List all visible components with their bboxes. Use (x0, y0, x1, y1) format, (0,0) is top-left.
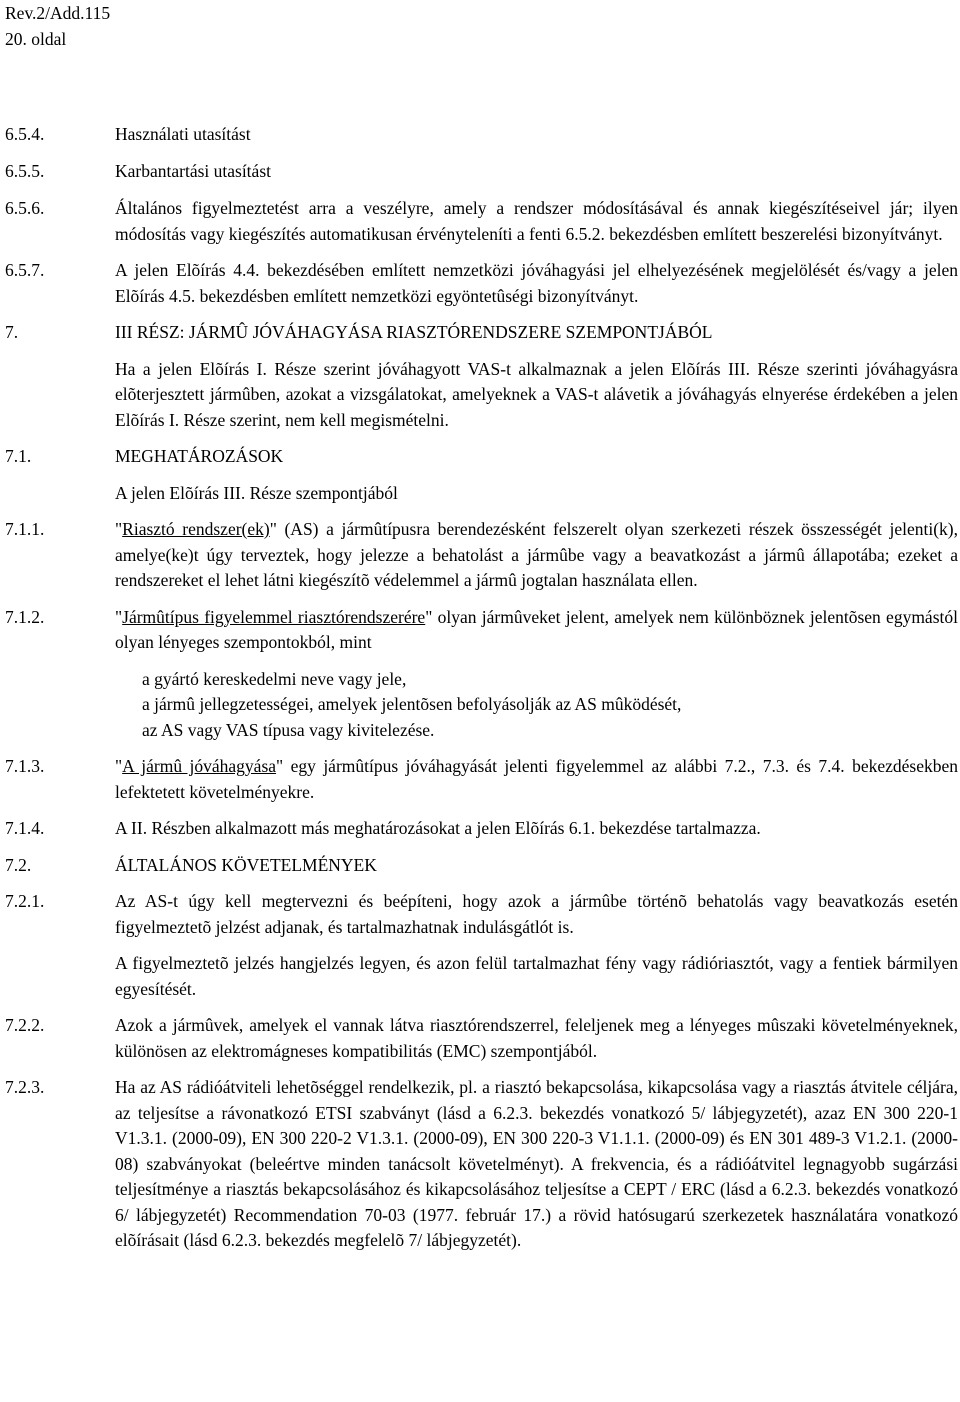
section-number: 7.1.2. (5, 606, 45, 627)
section-heading: III RÉSZ: JÁRMÛ JÓVÁHAGYÁSA RIASZTÓRENDSZERE SZEMPONTJÁBÓL (115, 322, 713, 342)
section-7-1-2 (0, 605, 960, 656)
section-number: 7.1. (5, 446, 32, 466)
list-item: a gyártó kereskedelmi neve vagy jele, (142, 668, 407, 689)
list-item: a jármû jellegzetességei, amelyek jelentõsen befolyásolják az AS mûködését, (142, 694, 682, 714)
definition-text (115, 605, 958, 656)
definition-body: " olyan jármûveket jelent, amelyek nem különböznek jelentõsen egymástól olyan lényeges szempontokból, mint (115, 606, 958, 652)
section-7-2 (0, 853, 960, 879)
quote-open: " (115, 519, 123, 539)
section-6-5-6 (0, 196, 960, 247)
section-number: 6.5.5. (5, 160, 45, 181)
section-text: Ha az AS rádióátviteli lehetõséggel rendelkezik, pl. a riasztó bekapcsolása, kikapcsolása vagy a riasztás átvitele céljára, az teljesítse a rávonatkozó ETSI szabványt (lásd a 6.2.3. bekezdés vonatkozó 5/ lábjegyzetét), azaz EN 300 220-1 V1.3.1. (2000-09), EN 300 220-2 V1.3.1. (2000-09), EN 300 220-3 V1.1.1. (2000-09) és EN 301 489-3 V1.2.1. (2000-08) szabványokat (beleértve minden tanácsolt követelményt). A frekvencia, és a rádióátvitel legnagyobb sugárzási teljesítménye a riasztás bekapcsolásához és kikapcsolásához teljesítse a CEPT / ERC (lásd a 6.2.3. bekezdés vonatkozó 6/ lábjegyzetét) Recommendation 70-03 (1977. február 17.) a rövid hatósugarú szerkezetek használatára vonatkozó elõírásait (lásd 6.2.3. bekezdés megfelelõ 7/ lábjegyzetét). (115, 1077, 958, 1250)
section-heading: ÁLTALÁNOS KÖVETELMÉNYEK (115, 854, 377, 875)
section-text: Azok a jármûvek, amelyek el vannak látva riasztórendszerrel, feleljenek meg a lényeges mûszaki követelményeknek, különösen az elektromágneses kompatibilitás (EMC) szempontjából. (115, 1015, 958, 1061)
section-number: 7.1.3. (5, 756, 45, 776)
section-number: 6.5.6. (5, 198, 45, 218)
section-text: A jelen Elõírás 4.4. bekezdésében említett nemzetközi jóváhagyási jel elhelyezésének megjelölését és/vagy a jelen Elõírás 4.5. bekezdésben említett nemzetközi egyöntetûségi bizonyítványt. (115, 260, 958, 306)
definition-text (115, 517, 958, 594)
section-7-2-1 (0, 889, 960, 940)
section-7-paragraph: Ha a jelen Elõírás I. Része szerint jóváhagyott VAS-t alkalmaznak a jelen Elõírás III. Része szerinti jóváhagyásra elõterjesztett jármûben, azokat a vizsgálatokat, amelyeknek a VAS-t alávetik a jóváhagyás elnyerése érdekében a jelen Elõírás I. Része szerint, nem kell megismételni. (115, 358, 958, 430)
section-7-2-1-paragraph: A figyelmeztetõ jelzés hangjelzés legyen, és azon felül tartalmazhat fény vagy rádióriasztót, vagy a fentiek bármilyen egyesítését. (115, 953, 958, 999)
section-6-5-4 (0, 122, 960, 148)
section-number: 7.2.2. (5, 1015, 45, 1035)
section-7-1-4 (0, 816, 960, 842)
section-text: Általános figyelmeztetést arra a veszélyre, amely a rendszer módosításával és annak kiegészítéseivel jár; ilyen módosítás vagy kiegészítés automatikusan érvényteleníti a fenti 6.5.2. bekezdésben említett beszerelési bizonyítványt. (115, 198, 958, 244)
section-text: Az AS-t úgy kell megtervezni és beépíteni, hogy azok a jármûbe történõ behatolás vagy beavatkozás esetén figyelmeztetõ jelzést adjanak, és tartalmazhatnak indulásgátlót is. (115, 891, 958, 937)
section-7 (0, 320, 960, 346)
quote-open: " (115, 756, 123, 776)
quote-open: " (115, 606, 123, 627)
section-number: 7.1.4. (5, 818, 45, 838)
definition-body: " (AS) a jármûtípusra berendezésként felszerelt olyan szerkezeti részek összességét jelenti(k), amelye(ke)t úgy terveztek, hogy jelezze a behatolást a jármûbe vagy a beavatkozást a jármû állapotába; ezeket a rendszereket el lehet látni kiegészítõ védelemmel a jármû jogtalan használata ellen. (115, 519, 958, 590)
defined-term: A jármû jóváhagyása (122, 756, 277, 776)
section-7-1-paragraph: A jelen Elõírás III. Része szempontjából (115, 482, 398, 503)
section-number: 7.1.1. (5, 519, 45, 539)
defined-term: Riasztó rendszer(ek) (122, 519, 270, 539)
page-number: 20. oldal (5, 29, 67, 49)
list-item: az AS vagy VAS típusa vagy kivitelezése. (142, 719, 435, 740)
section-text: Karbantartási utasítást (115, 160, 271, 181)
section-heading: MEGHATÁROZÁSOK (115, 446, 284, 466)
section-6-5-7 (0, 258, 960, 309)
section-6-5-5 (0, 159, 960, 185)
document-body (0, 122, 960, 1265)
section-7-1-1 (0, 517, 960, 594)
section-number: 7.2.1. (5, 891, 45, 911)
section-number: 7. (5, 322, 19, 342)
section-number: 6.5.7. (5, 260, 45, 280)
definition-body: " egy jármûtípus jóváhagyását jelenti figyelemmel az alábbi 7.2., 7.3. és 7.4. bekezdésekben lefektetett követelményekre. (115, 756, 959, 802)
section-number: 6.5.4. (5, 124, 45, 144)
section-7-2-3 (0, 1075, 960, 1254)
defined-term: Jármûtípus figyelemmel riasztórendszerére (122, 606, 426, 627)
section-7-1-3 (0, 754, 960, 805)
document-reference: Rev.2/Add.115 (5, 3, 111, 23)
criteria-list (142, 667, 960, 744)
section-number: 7.2. (5, 854, 32, 875)
section-text: A II. Részben alkalmazott más meghatározásokat a jelen Elõírás 6.1. bekezdése tartalmazza. (115, 818, 761, 838)
section-number: 7.2.3. (5, 1077, 45, 1097)
section-text: Használati utasítást (115, 124, 251, 144)
section-7-2-2 (0, 1013, 960, 1064)
definition-text (115, 754, 958, 805)
page-header (5, 0, 110, 52)
section-7-1 (0, 444, 960, 470)
